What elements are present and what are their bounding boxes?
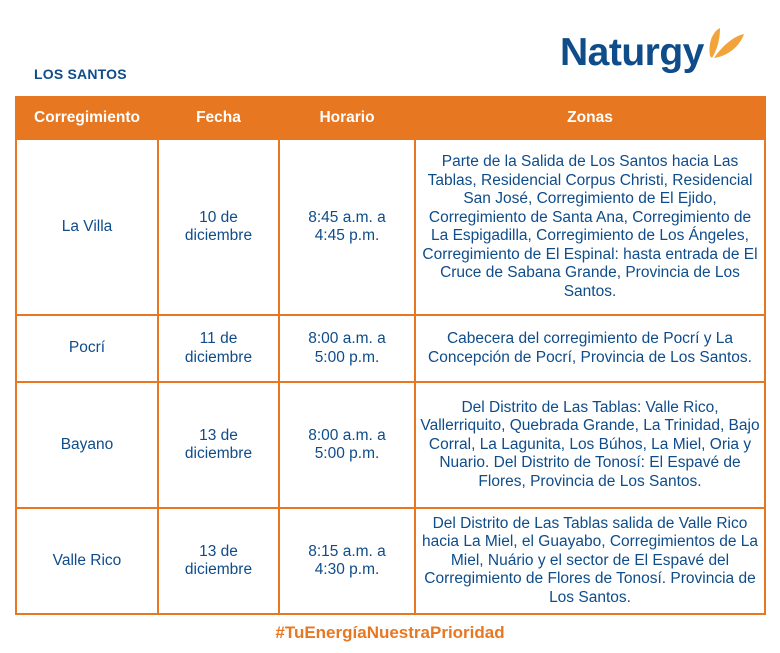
cell-corregimiento: Bayano [16,382,158,508]
cell-corregimiento: La Villa [16,139,158,315]
logo-text: Naturgy [560,30,704,74]
table-header-row [16,97,765,139]
cell-horario: 8:15 a.m. a 4:30 p.m. [279,508,415,614]
cell-zonas: Del Distrito de Las Tablas: Valle Rico, Vallerriquito, Quebrada Grande, La Trinidad, Bajo Corral, La Lagunita, Los Búhos, La Miel, Oria y Nuario. Del Distrito de Tonosí: El Espavé de Flores, Provincia de Los Santos. [415,382,765,508]
table-row [16,382,765,508]
naturgy-logo [560,22,746,82]
header-horario: Horario [279,97,415,139]
cell-horario: 8:00 a.m. a 5:00 p.m. [279,315,415,382]
cell-fecha: 13 de diciembre [158,508,279,614]
table-row [16,315,765,382]
table-row [16,508,765,614]
cell-zonas: Cabecera del corregimiento de Pocrí y La Concepción de Pocrí, Provincia de Los Santos. [415,315,765,382]
schedule-table [15,96,766,615]
cell-zonas: Del Distrito de Las Tablas salida de Valle Rico hacia La Miel, el Guayabo, Corregimientos de La Miel, Nuário y el sector de El Espavé del Corregimiento de Flores de Tonosí. Provincia de Los Santos. [415,508,765,614]
cell-fecha: 10 de diciembre [158,139,279,315]
cell-fecha: 11 de diciembre [158,315,279,382]
table-row [16,139,765,315]
campaign-hashtag: #TuEnergíaNuestraPrioridad [275,623,505,642]
cell-corregimiento: Pocrí [16,315,158,382]
cell-horario: 8:00 a.m. a 5:00 p.m. [279,382,415,508]
header-fecha: Fecha [158,97,279,139]
header-zonas: Zonas [415,97,765,139]
cell-horario: 8:45 a.m. a 4:45 p.m. [279,139,415,315]
cell-zonas: Parte de la Salida de Los Santos hacia Las Tablas, Residencial Corpus Christi, Residencial San José, Corregimiento de El Ejido, Corregimiento de Santa Ana, Corregimiento de La Espigadilla, Corregimiento de Los Ángeles, Corregimiento de El Espinal: hasta entrada de El Cruce de Sabana Grande, Provincia de Los Santos. [415,139,765,315]
cell-corregimiento: Valle Rico [16,508,158,614]
region-title: LOS SANTOS [34,66,127,82]
header-corregimiento: Corregimiento [16,97,158,139]
butterfly-icon [706,26,746,68]
cell-fecha: 13 de diciembre [158,382,279,508]
